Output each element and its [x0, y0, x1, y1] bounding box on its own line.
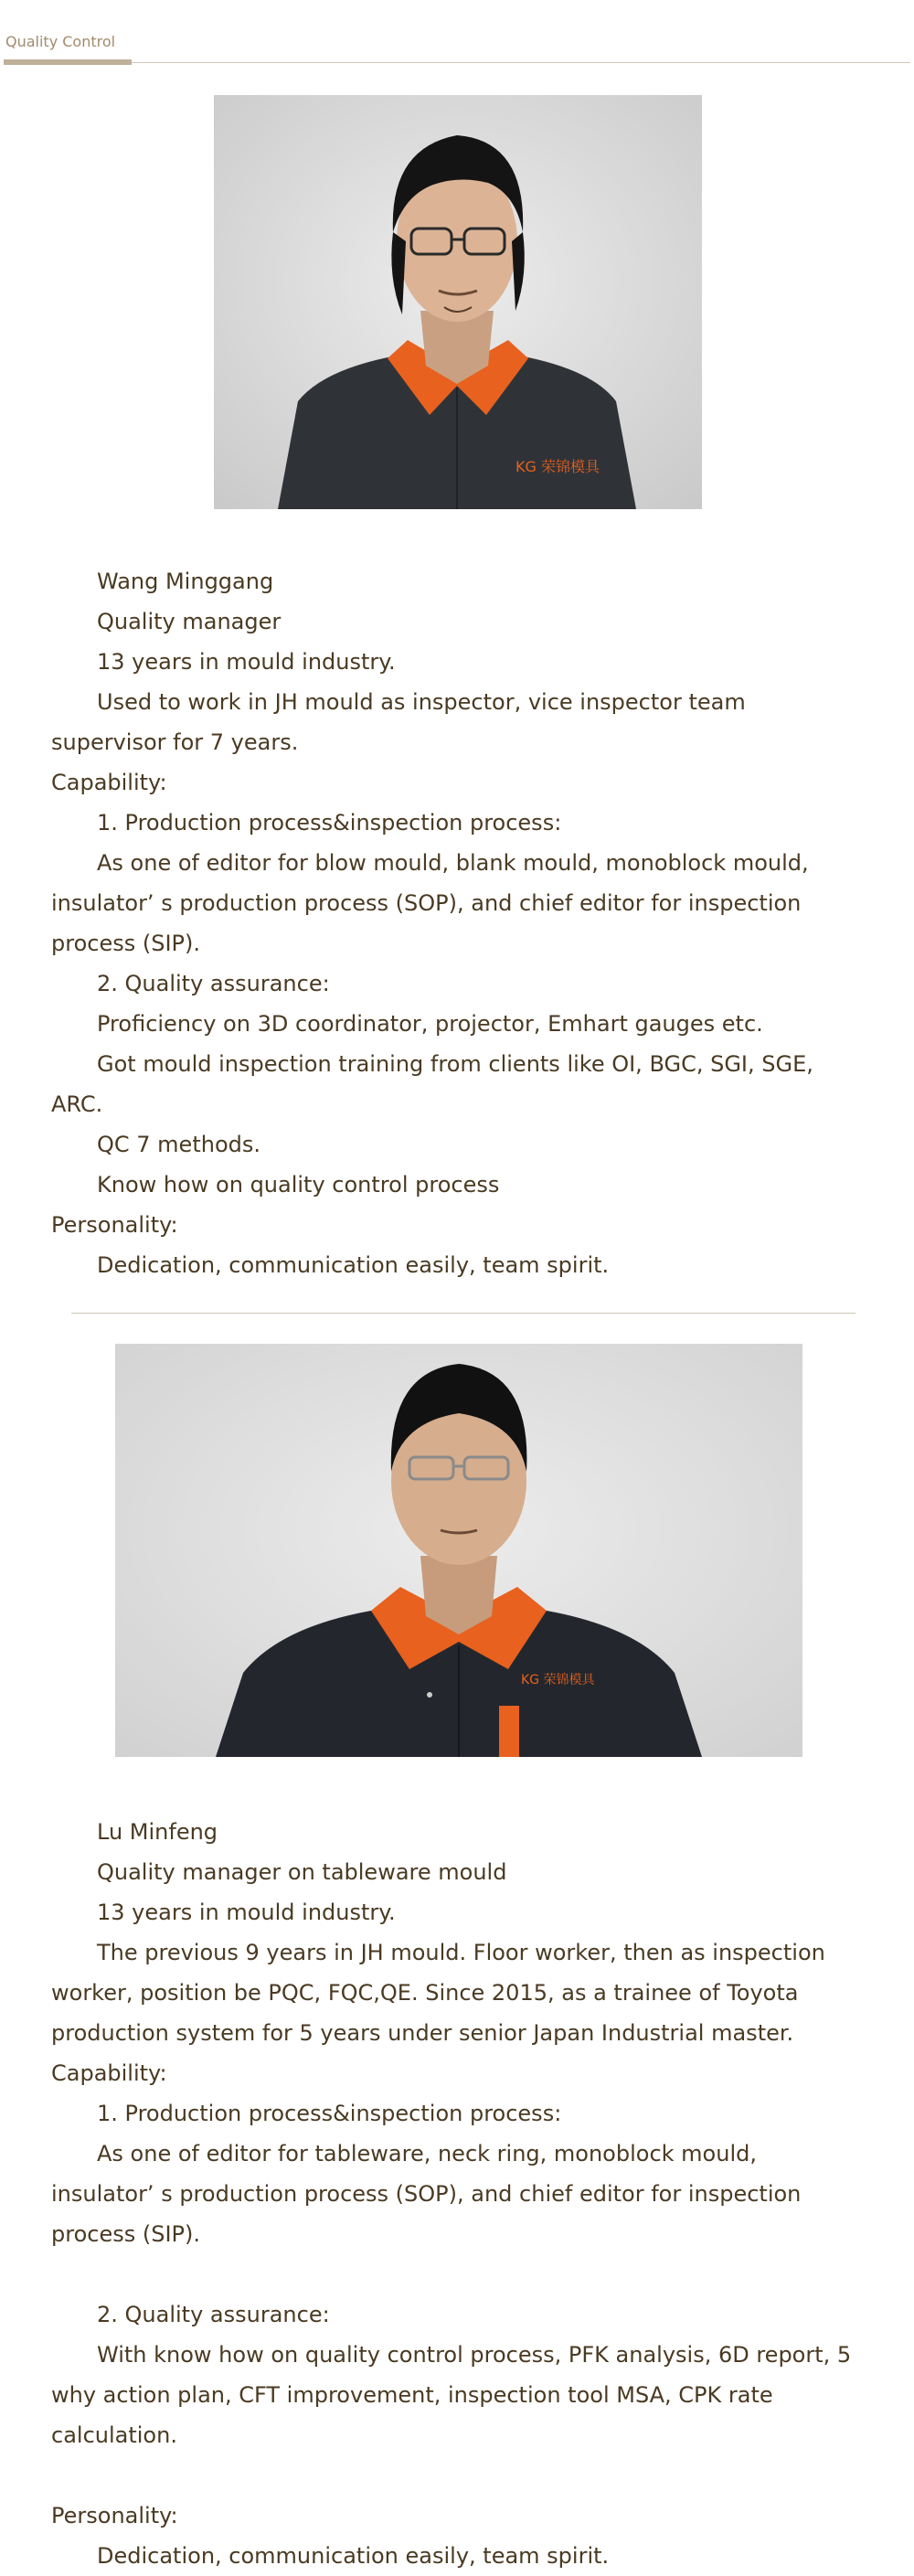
bio-personality-text: Dedication, communication easily, team spirit. [97, 2543, 610, 2569]
bio-capability-detail-2: With know how on quality control process, PFK analysis, 6D report, 5 why action plan, CFT improvement, inspection tool MSA, CPK rate calculation. [51, 2342, 852, 2448]
bio-name: Lu Minfeng [97, 1819, 218, 1845]
bio-lu-minfeng [51, 1812, 865, 2576]
bio-spacer [51, 2254, 865, 2294]
bio-capability-item-2: 2. Quality assurance: [97, 2302, 330, 2327]
section-divider [71, 1313, 856, 1314]
header-divider [4, 62, 910, 63]
bio-capability-detail-1: As one of editor for tableware, neck ring, monoblock mould, insulator’ s production process (SOP), and chief editor for inspection process (SIP). [51, 2141, 802, 2247]
bio-experience: 13 years in mould industry. [97, 1900, 396, 1925]
portrait-photo-lu-minfeng [115, 1344, 802, 1757]
bio-name: Wang Minggang [97, 569, 274, 594]
header-accent-bar [4, 59, 132, 65]
bio-wang-minggang [51, 561, 865, 1285]
jacket-logo: KG 荣锦模具 [521, 1673, 595, 1687]
bio-position: Quality manager [97, 609, 282, 634]
bio-spacer [51, 2455, 865, 2496]
bio-history: The previous 9 years in JH mould. Floor worker, then as inspection worker, position be PQC, FQC,QE. Since 2015, as a trainee of Toyota production system for 5 years under senior Japan Industrial master. [51, 1940, 825, 2046]
bio-capability-item-1: 1. Production process&inspection process: [97, 2101, 562, 2126]
jacket-logo: KG 荣锦模具 [515, 458, 600, 475]
bio-history: Used to work in JH mould as inspector, vice inspector team supervisor for 7 years. [51, 689, 746, 755]
bio-capability-item-1: 1. Production process&inspection process: [97, 810, 562, 836]
page-title: Quality Control [5, 33, 116, 50]
bio-personality-heading: Personality: [51, 1212, 178, 1238]
bio-capability-item-2: 2. Quality assurance: [97, 971, 330, 996]
bio-capability-detail-2d: Know how on quality control process [97, 1172, 500, 1198]
bio-capability-heading: Capability: [51, 770, 167, 795]
bio-capability-detail-2b: Got mould inspection training from clients like OI, BGC, SGI, SGE, ARC. [51, 1051, 813, 1117]
bio-personality-heading: Personality: [51, 2503, 178, 2528]
bio-position: Quality manager on tableware mould [97, 1859, 507, 1885]
page-header [0, 0, 914, 66]
bio-personality-text: Dedication, communication easily, team spirit. [97, 1252, 610, 1278]
bio-experience: 13 years in mould industry. [97, 649, 396, 675]
portrait-photo-wang-minggang [214, 95, 702, 509]
bio-capability-detail-2c: QC 7 methods. [97, 1132, 260, 1157]
bio-capability-heading: Capability: [51, 2060, 167, 2086]
bio-capability-detail-2a: Proficiency on 3D coordinator, projector, Emhart gauges etc. [97, 1011, 763, 1037]
bio-capability-detail-1: As one of editor for blow mould, blank mould, monoblock mould, insulator’ s production process (SOP), and chief editor for inspection process (SIP). [51, 850, 809, 956]
